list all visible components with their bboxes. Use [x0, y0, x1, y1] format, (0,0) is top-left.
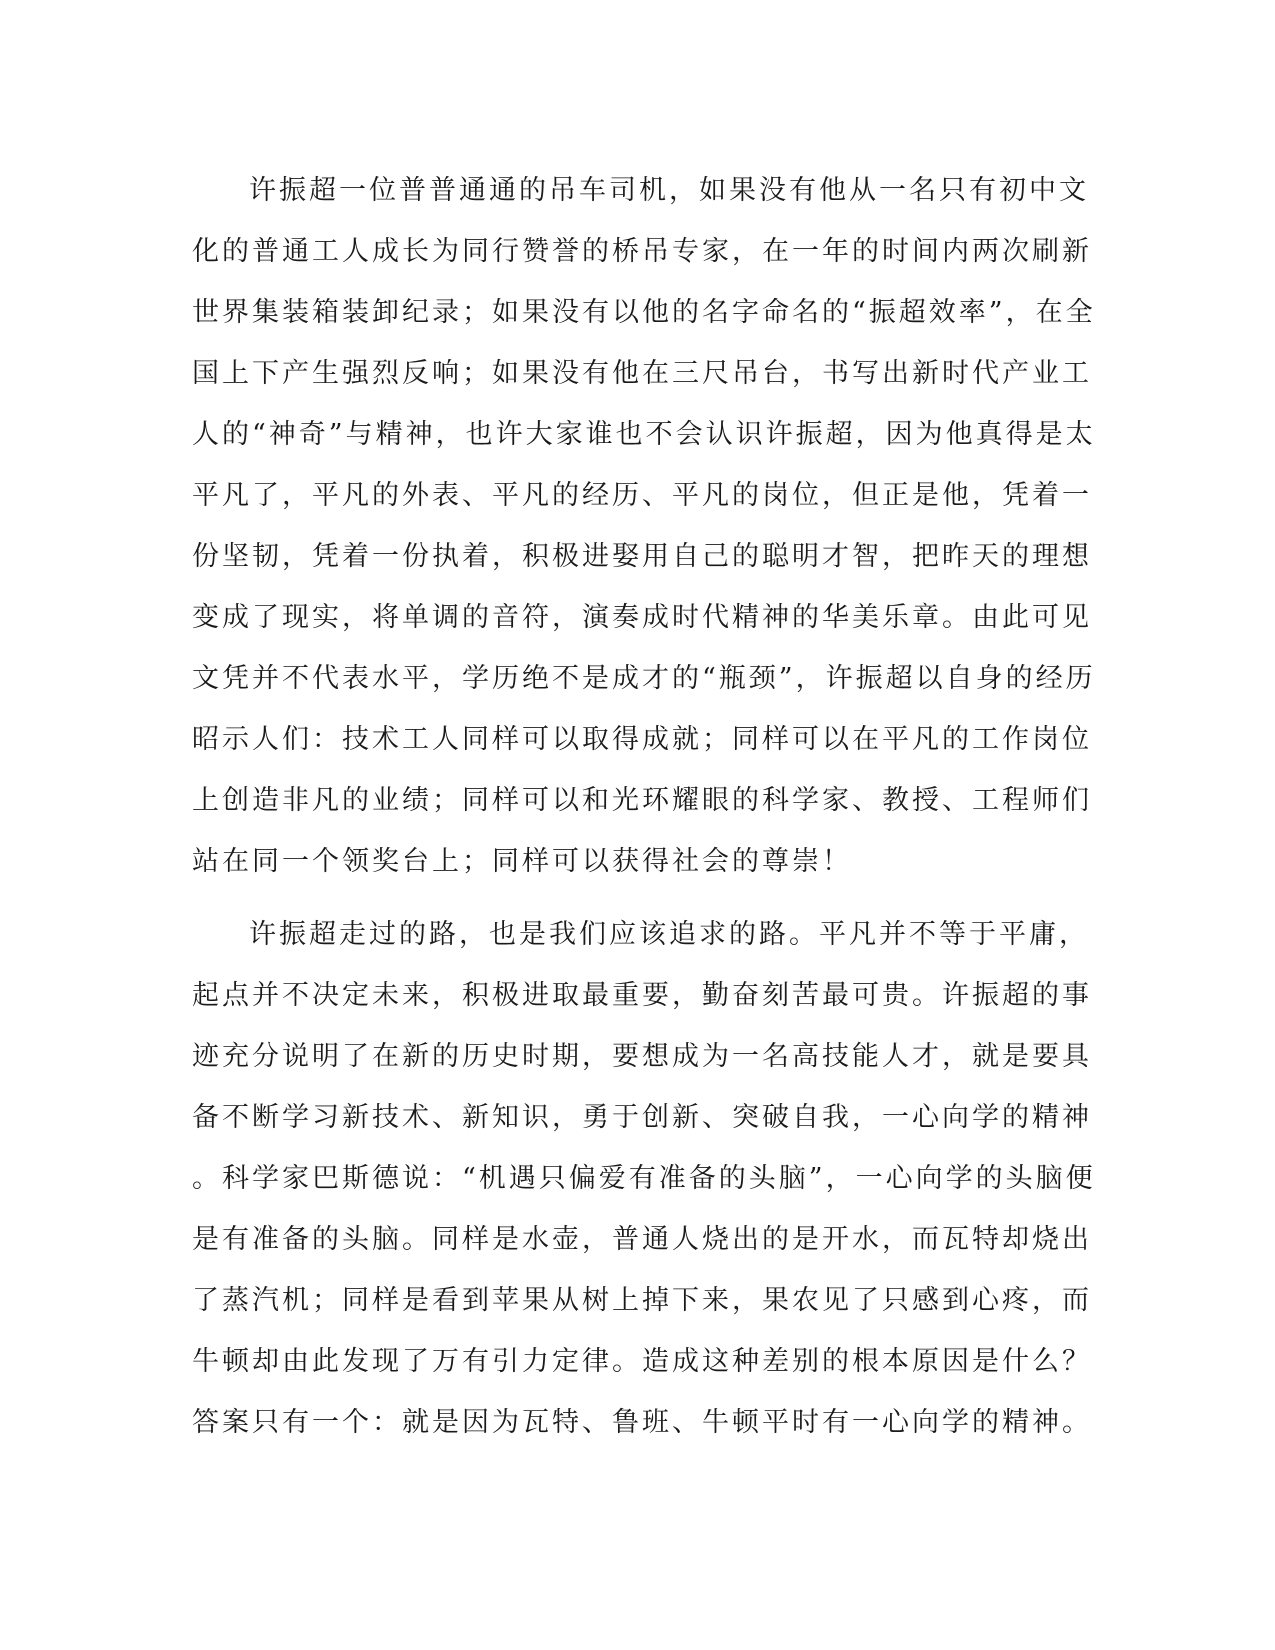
text-line: 了蒸汽机；同样是看到苹果从树上掉下来，果农见了只感到心疼，而	[192, 1285, 1092, 1316]
body-text	[192, 160, 1096, 1453]
text-line: 许振超一位普普通通的吊车司机，如果没有他从一名只有初中文	[249, 175, 1089, 206]
text-line: 备不断学习新技术、新知识，勇于创新、突破自我，一心向学的精神	[192, 1102, 1092, 1133]
paragraph-2	[192, 904, 1096, 1453]
paragraph-1	[192, 160, 1096, 892]
text-line: 化的普通工人成长为同行赞誉的桥吊专家，在一年的时间内两次刷新	[192, 236, 1092, 267]
text-line: 平凡了，平凡的外表、平凡的经历、平凡的岗位，但正是他，凭着一	[192, 480, 1092, 511]
text-line: 是有准备的头脑。同样是水壶，普通人烧出的是开水，而瓦特却烧出	[192, 1224, 1092, 1255]
text-line: 人的“神奇”与精神，也许大家谁也不会认识许振超，因为他真得是太	[192, 419, 1096, 450]
text-line: 。科学家巴斯德说：“机遇只偏爱有准备的头脑”，一心向学的头脑便	[192, 1163, 1096, 1194]
text-line: 国上下产生强烈反响；如果没有他在三尺吊台，书写出新时代产业工	[192, 358, 1092, 389]
text-line: 上创造非凡的业绩；同样可以和光环耀眼的科学家、教授、工程师们	[192, 785, 1092, 816]
text-line: 牛顿却由此发现了万有引力定律。造成这种差别的根本原因是什么？	[192, 1346, 1092, 1377]
text-line: 站在同一个领奖台上；同样可以获得社会的尊崇！	[192, 846, 852, 877]
text-line: 昭示人们：技术工人同样可以取得成就；同样可以在平凡的工作岗位	[192, 724, 1092, 755]
text-line: 世界集装箱装卸纪录；如果没有以他的名字命名的“振超效率”，在全	[192, 297, 1096, 328]
text-line: 许振超走过的路，也是我们应该追求的路。平凡并不等于平庸，	[249, 919, 1089, 950]
text-line: 文凭并不代表水平，学历绝不是成才的“瓶颈”，许振超以自身的经历	[192, 663, 1096, 694]
text-line: 变成了现实，将单调的音符，演奏成时代精神的华美乐章。由此可见	[192, 602, 1092, 633]
text-line: 答案只有一个：就是因为瓦特、鲁班、牛顿平时有一心向学的精神。	[192, 1407, 1092, 1438]
text-line: 起点并不决定未来，积极进取最重要，勤奋刻苦最可贵。许振超的事	[192, 980, 1092, 1011]
text-line: 迹充分说明了在新的历史时期，要想成为一名高技能人才，就是要具	[192, 1041, 1092, 1072]
text-line: 份坚韧，凭着一份执着，积极进娶用自己的聪明才智，把昨天的理想	[192, 541, 1092, 572]
paragraph-spacing	[192, 892, 1092, 904]
